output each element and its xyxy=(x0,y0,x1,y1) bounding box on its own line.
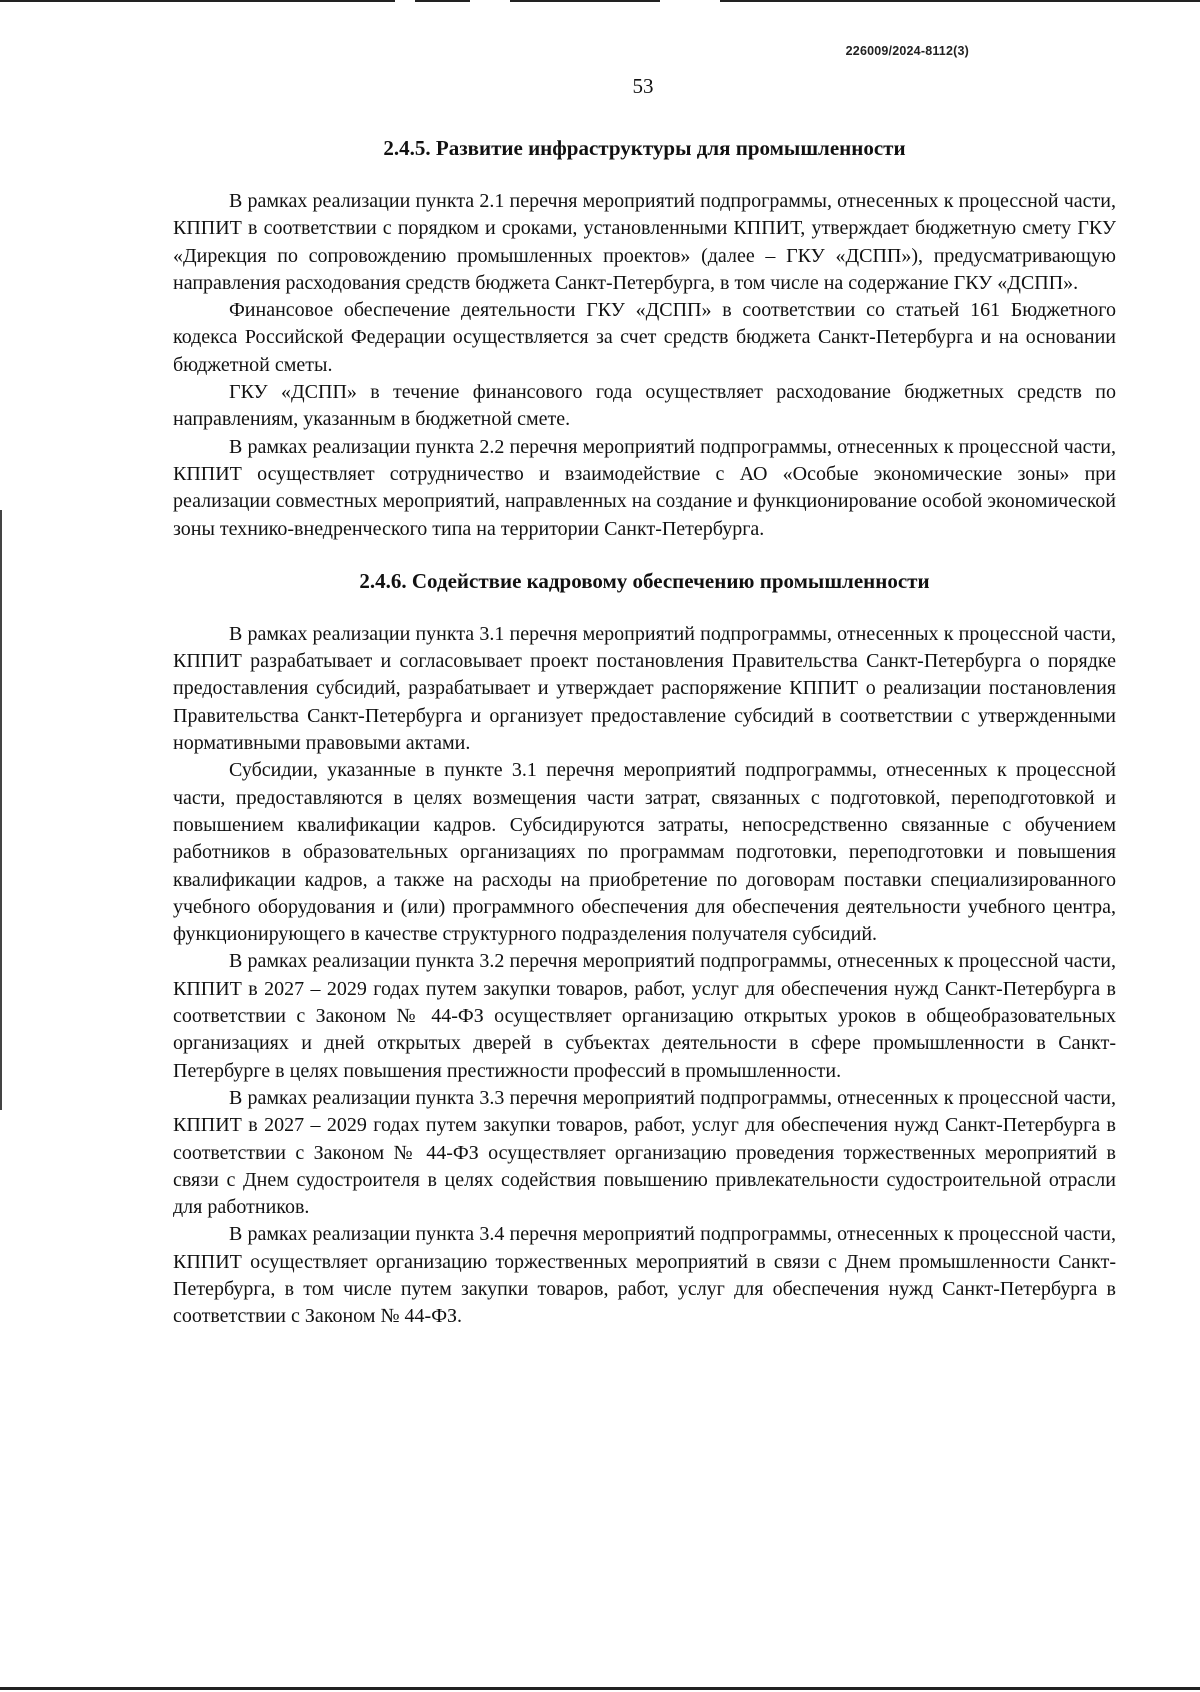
section-title: 2.4.6. Содействие кадровому обеспечению промышленности xyxy=(359,568,930,593)
section-body xyxy=(173,621,1116,1331)
paragraph: В рамках реализации пункта 3.1 перечня мероприятий подпрограммы, отнесенных к процессной части, КППИТ разрабатывает и согласовывает проект постановления Правительства Санкт-Петербурга о порядке предоставления субсидий, разрабатывает и утверждает распоряжение КППИТ о реализации постановления Правительства Санкт-Петербурга и организует предоставление субсидий в соответствии с утвержденными нормативными правовыми актами. xyxy=(173,622,1116,755)
paragraph: В рамках реализации пункта 3.4 перечня мероприятий подпрограммы, отнесенных к процессной части, КППИТ осуществляет организацию торжественных мероприятий в связи с Днем промышленности Санкт-Петербурга, в том числе путем закупки товаров, работ, услуг для обеспечения нужд Санкт-Петербурга в соответствии с Законом № 44-ФЗ. xyxy=(173,1223,1116,1328)
paragraph: Финансовое обеспечение деятельности ГКУ «ДСПП» в соответствии со статьей 161 Бюджетного кодекса Российской Федерации осуществляется за счет средств бюджета Санкт-Петербурга и на основании бюджетной сметы. xyxy=(173,299,1116,376)
scan-border-left xyxy=(0,510,2,1110)
paragraph: В рамках реализации пункта 3.3 перечня мероприятий подпрограммы, отнесенных к процессной части, КППИТ в 2027 – 2029 годах путем закупки товаров, работ, услуг для обеспечения нужд Санкт-Петербурга в соответствии с Законом № 44-ФЗ осуществляет организацию проведения торжественных мероприятий в связи с Днем судостроителя в целях содействия повышению привлекательности судостроительной отрасли для работников. xyxy=(173,1086,1116,1219)
scan-border-bottom xyxy=(0,1687,1200,1690)
paragraph: В рамках реализации пункта 3.2 перечня мероприятий подпрограммы, отнесенных к процессной части, КППИТ в 2027 – 2029 годах путем закупки товаров, работ, услуг для обеспечения нужд Санкт-Петербурга в соответствии с Законом № 44-ФЗ осуществляет организацию открытых уроков в общеобразовательных организациях и дней открытых дверей в субъектах деятельности в сфере промышленности в Санкт-Петербурге в целях повышения престижности профессий в промышленности. xyxy=(173,950,1116,1082)
scan-border-gap xyxy=(470,0,510,3)
paragraph: В рамках реализации пункта 2.1 перечня мероприятий подпрограммы, отнесенных к процессной части, КППИТ в соответствии с порядком и сроками, установленными КППИТ, утверждает бюджетную смету ГКУ «Дирекция по сопровождению промышленных проектов» (далее – ГКУ «ДСПП»), предусматривающую направления расходования средств бюджета Санкт-Петербурга, в том числе на содержание ГКУ «ДСПП». xyxy=(173,190,1116,294)
paragraph: В рамках реализации пункта 2.2 перечня мероприятий подпрограммы, отнесенных к процессной части, КППИТ осуществляет сотрудничество и взаимодействие с АО «Особые экономические зоны» при реализации совместных мероприятий, направленных на создание и функционирование особой экономической зоны технико-внедренческого типа на территории Санкт-Петербурга. xyxy=(173,435,1116,540)
scan-border-gap xyxy=(395,0,415,3)
page-number: 53 xyxy=(632,74,654,98)
scan-border-gap xyxy=(660,0,720,3)
paragraph: ГКУ «ДСПП» в течение финансового года осуществляет расходование бюджетных средств по направлениям, указанным в бюджетной смете. xyxy=(173,381,1116,431)
document-id: 226009/2024-8112(3) xyxy=(845,44,969,58)
section-title: 2.4.5. Развитие инфраструктуры для промышленности xyxy=(383,136,906,160)
scan-border-top xyxy=(0,0,1200,2)
section-body xyxy=(173,188,1116,543)
document-body xyxy=(173,134,1116,1331)
paragraph: Субсидии, указанные в пункте 3.1 перечня мероприятий подпрограммы, отнесенных к процессной части, предоставляются в целях возмещения части затрат, связанных с подготовкой, переподготовкой и повышением квалификации кадров. Субсидируются затраты, непосредственно связанные с обучением работников в образовательных организациях по программам подготовки, переподготовки и повышения квалификации кадров, а также на расходы на приобретение по договорам поставки специализированного учебного оборудования и (или) программного обеспечения для обеспечения деятельности учебного центра, функционирующего в качестве структурного подразделения получателя субсидий. xyxy=(173,759,1116,946)
